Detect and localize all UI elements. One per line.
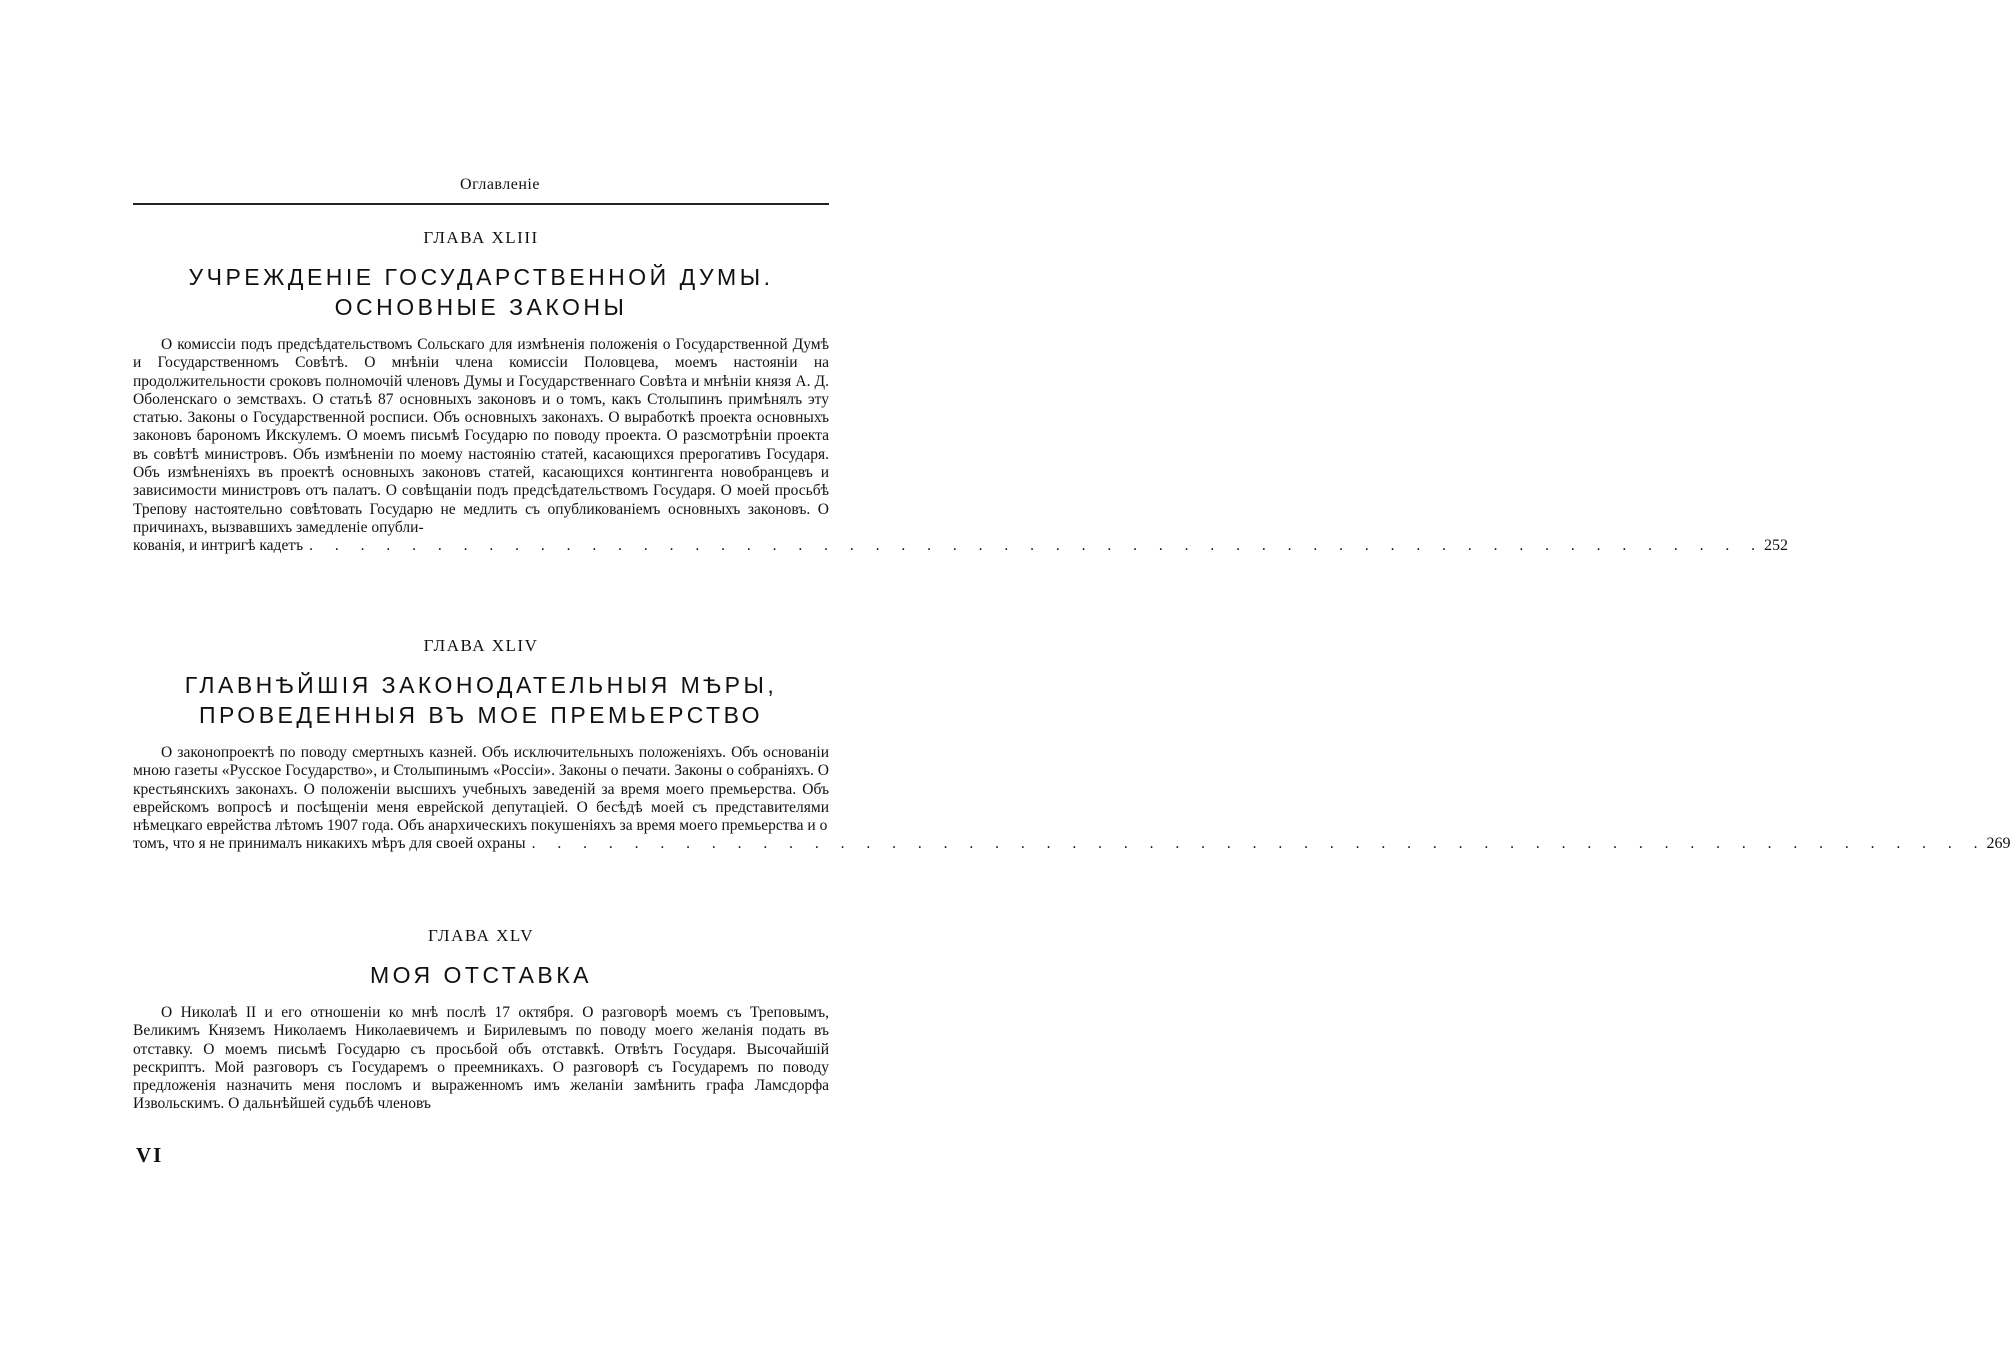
page-number: 269 — [1986, 835, 2010, 853]
chapter-title-line: ОСНОВНЫЕ ЗАКОНЫ — [334, 294, 628, 320]
chapter-number: ГЛАВА XLIII — [423, 228, 539, 247]
summary-last-line: томъ, что я не принималъ никакихъ мѣръ для своей охраны — [133, 835, 526, 853]
chapter-number: ГЛАВА XLV — [427, 926, 535, 945]
toc-entry-last-line — [133, 835, 2010, 853]
running-head: Оглавленіе — [460, 176, 540, 193]
page-number: 252 — [1764, 537, 1788, 555]
header-rule — [133, 203, 829, 205]
toc-entry-last-line — [133, 537, 1788, 555]
chapter-title-line: ПРОВЕДЕННЫЯ ВЪ МОЕ ПРЕМЬЕРСТВО — [198, 702, 764, 728]
chapter-xlv — [133, 926, 829, 1114]
chapter-summary: О законопроектѣ по поводу смертныхъ казней. Объ исключительныхъ положеніяхъ. Объ основаніи мною газеты «Русское Государство», и Столыпинымъ «Россіи». Законы о печати. Законы о собраніяхъ. О крестьянскихъ законахъ. О положеніи высшихъ учебныхъ заведеній за время моего премьерства. Объ еврейскомъ вопросѣ и посѣщеніи меня еврейской депутаціей. О бесѣдѣ моей съ представителями нѣмецкаго еврейства лѣтомъ 1907 года. Объ анархическихъ покушеніяхъ за время моего премьерства и о — [133, 744, 829, 835]
chapter-number: ГЛАВА XLIV — [423, 636, 539, 655]
chapter-title-line: УЧРЕЖДЕНІЕ ГОСУДАРСТВЕННОЙ ДУМЫ. — [188, 264, 774, 290]
chapter-summary: О комиссіи подъ предсѣдательствомъ Сольскаго для измѣненія положенія о Государственной Думѣ и Государственномъ Совѣтѣ. О мнѣніи члена комиссіи Половцева, моемъ настояніи на продолжительности сроковъ полномочій членовъ Думы и Государственнаго Совѣта и мнѣніи князя А. Д. Оболенскаго о земствахъ. О статьѣ 87 основныхъ законовъ и о томъ, какъ Столыпинъ примѣнялъ эту статью. Законы о Государственной росписи. Объ основныхъ законахъ. О выработкѣ проекта основныхъ законовъ барономъ Икскулемъ. О моемъ письмѣ Государю по поводу проекта. О разсмотрѣніи проекта въ совѣтѣ министровъ. Объ измѣненіи по моему настоянію статей, касающихся прерогативъ Государя. Объ измѣненіяхъ въ проектѣ основныхъ законовъ статей, касающихся контингента новобранцевъ и зависимости министровъ отъ палатъ. О совѣщаніи подъ предсѣдательствомъ Государя. О моей просьбѣ Трепову настоятельно совѣтовать Государю не медлить съ опубликованіемъ основныхъ законовъ. О причинахъ, вызвавшихъ замедленіе опубли- — [133, 336, 829, 536]
dot-leader: . . . . . . . . . . . . . . . . . . . . . . . . . . . . . . . . . . . . . . . . . . . . . . . . . . . . . . . . . — [309, 537, 1764, 555]
chapter-title-line: ГЛАВНѢЙШІЯ ЗАКОНОДАТЕЛЬНЫЯ МѢРЫ, — [184, 672, 778, 698]
chapter-title-line: МОЯ ОТСТАВКА — [369, 962, 593, 988]
dot-leader: . . . . . . . . . . . . . . . . . . . . . . . . . . . . . . . . . . . . . . . . . . . . . . . . . . . . . . . . . — [531, 835, 1987, 853]
chapter-xliv — [133, 636, 2010, 854]
chapter-summary: О Николаѣ II и его отношеніи ко мнѣ послѣ 17 октября. О разговорѣ моемъ съ Треповымъ, Великимъ Княземъ Николаемъ Николаевичемъ и Бирилевымъ по поводу моего желанія подать въ отставку. О моемъ письмѣ Государю съ просьбой объ отставкѣ. Отвѣтъ Государя. Высочайшій рескриптъ. Мой разговоръ съ Государемъ о преемникахъ. О разговорѣ съ Государемъ по поводу предложенія назначить меня посломъ и выраженномъ имъ желаніи замѣнить графа Ламсдорфа Извольскимъ. О дальнѣйшей судьбѣ членовъ — [133, 1004, 829, 1113]
chapter-xliii — [133, 228, 1788, 556]
summary-last-line: кованія, и интригѣ кадетъ — [133, 537, 304, 555]
page-folio: VI — [136, 1143, 164, 1167]
